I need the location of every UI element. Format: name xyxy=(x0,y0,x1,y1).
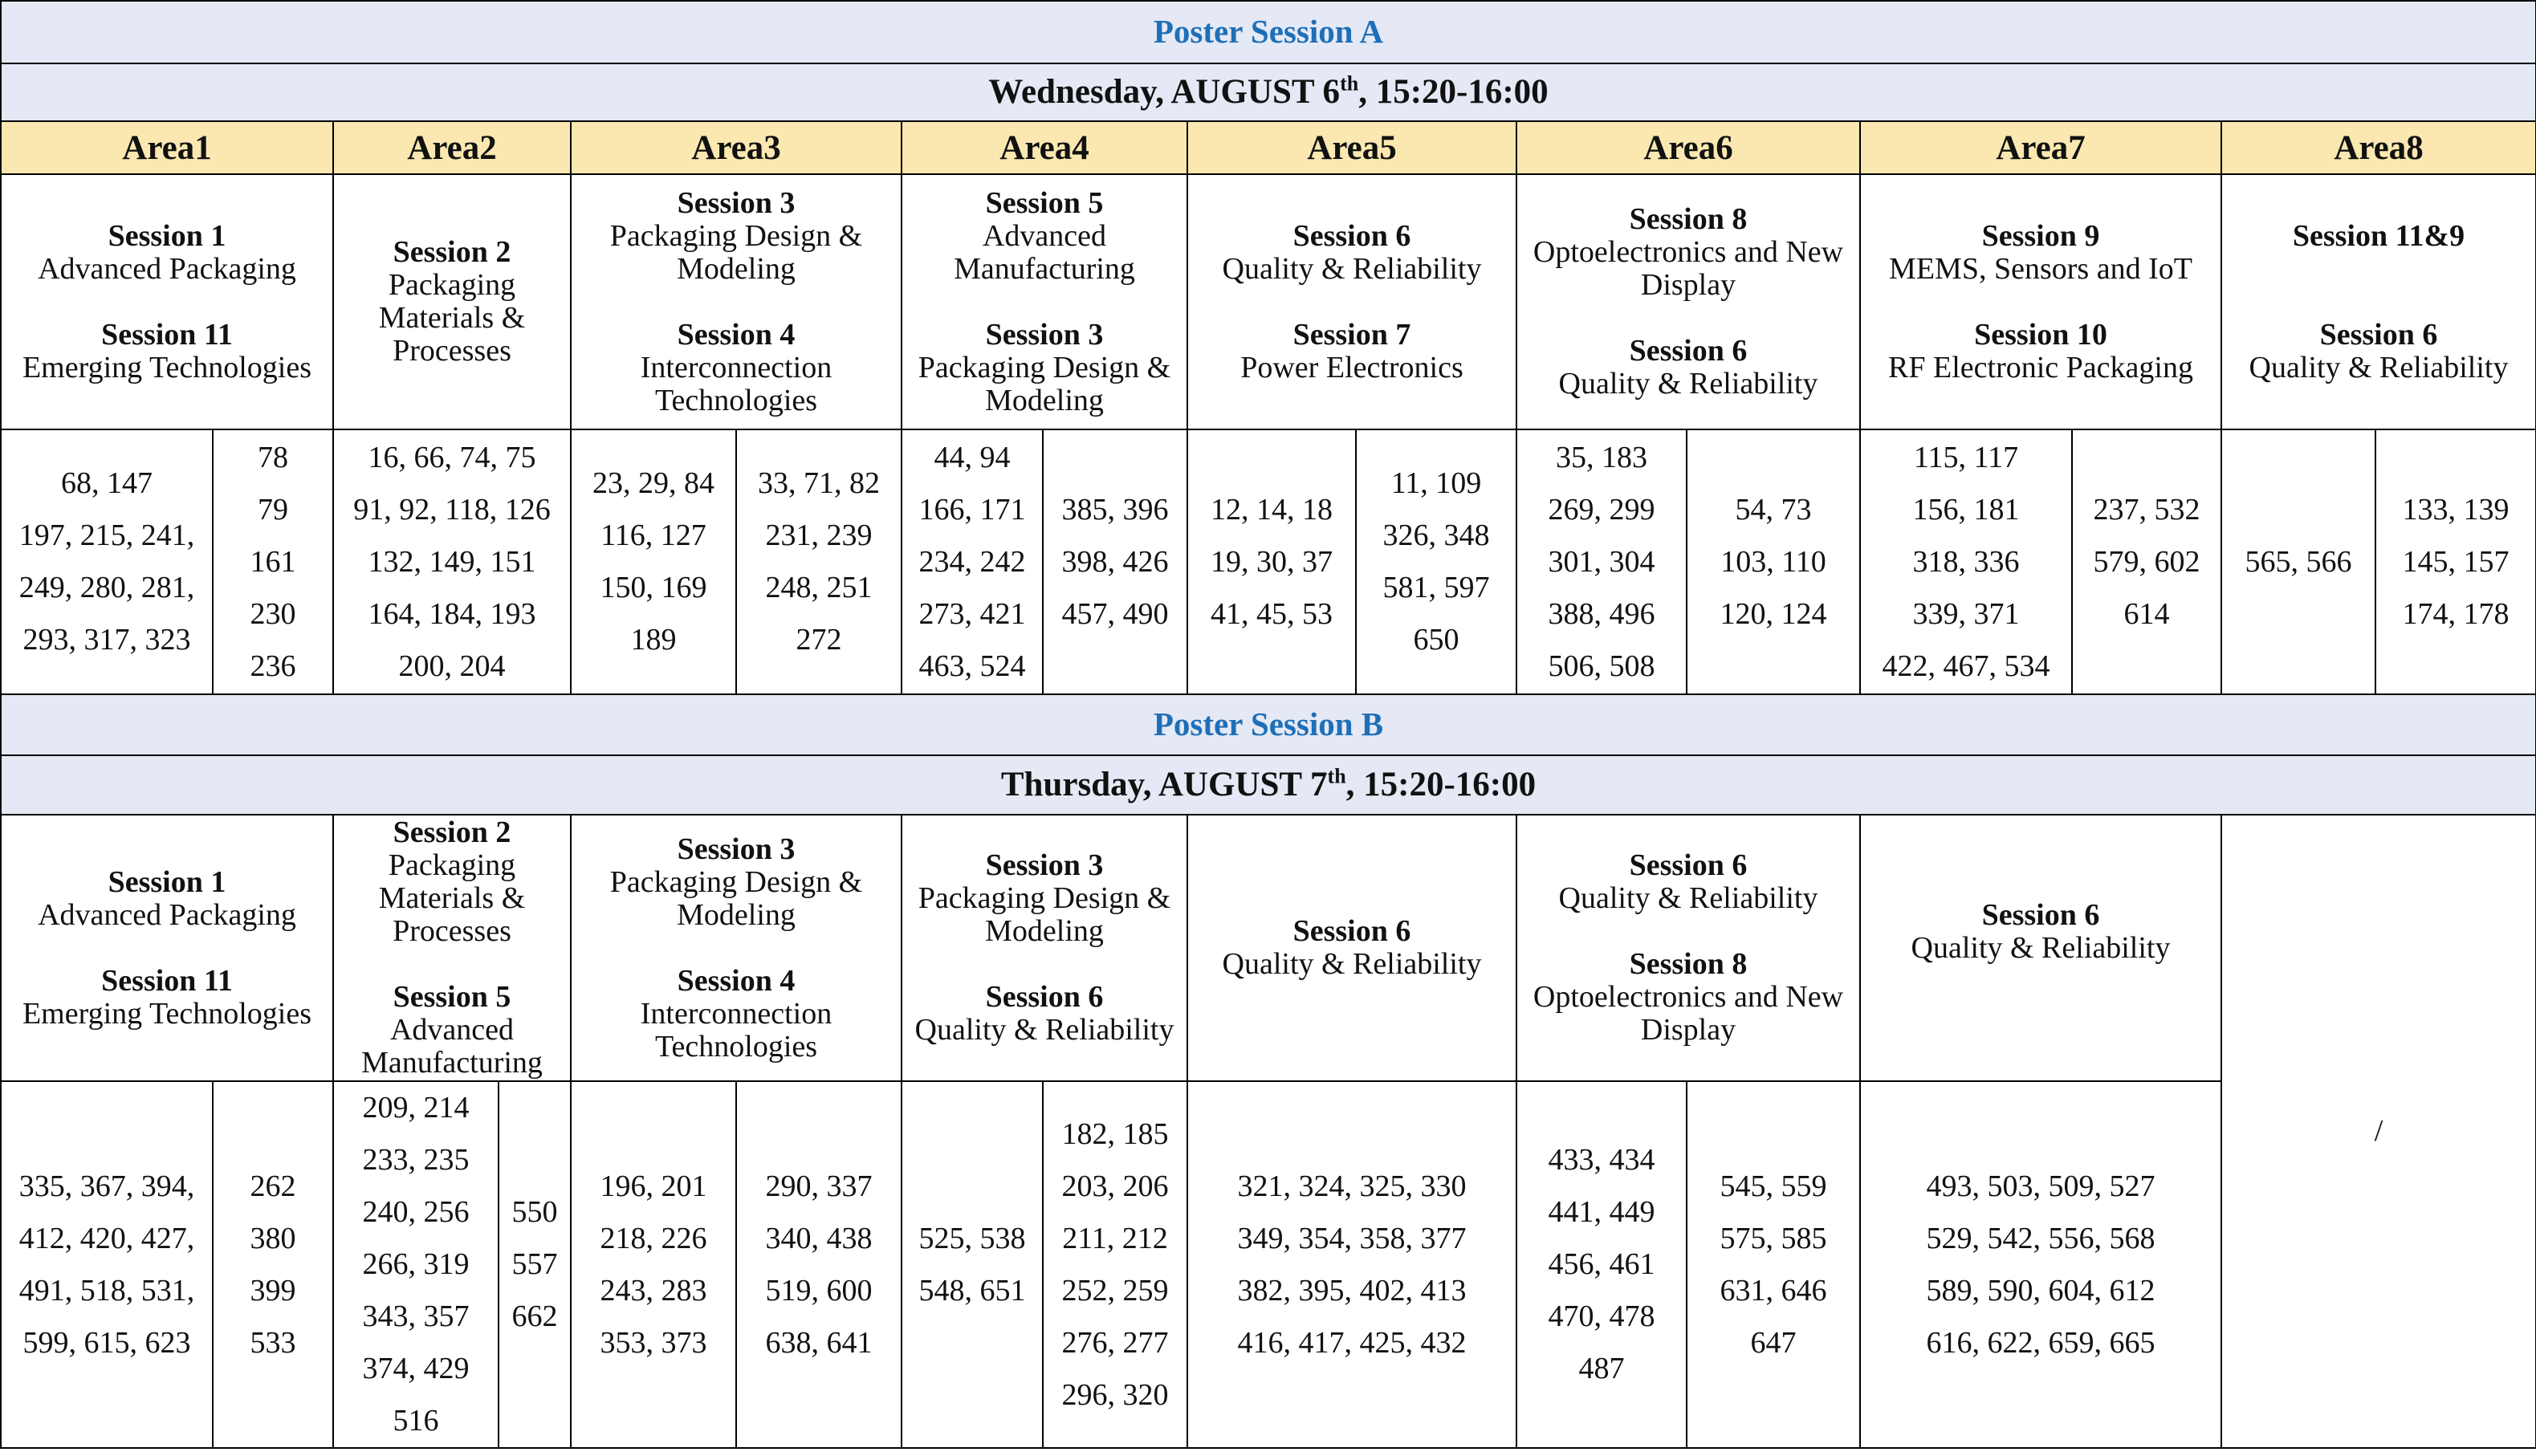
poster-number-line: 145, 157 xyxy=(2402,544,2510,579)
session-a-area2-topics: Session 2 Packaging Materials & Processes xyxy=(333,174,571,429)
poster-number-line: 318, 336 xyxy=(1912,544,2020,579)
poster-number-line: 321, 324, 325, 330 xyxy=(1237,1169,1467,1203)
session-b-area6-numbers-left xyxy=(1516,1081,1687,1448)
area-header-8: Area8 xyxy=(2221,121,2536,174)
session-b-area7-topics: Session 6 Quality & Reliability xyxy=(1860,815,2221,1081)
poster-number-line: 353, 373 xyxy=(600,1325,707,1360)
poster-number-line: 120, 124 xyxy=(1720,596,1827,631)
poster-number-line: 166, 171 xyxy=(918,492,1026,527)
poster-number-line: 237, 532 xyxy=(2093,492,2200,527)
poster-number-line: 78 xyxy=(258,440,288,474)
poster-number-line: 599, 615, 623 xyxy=(22,1325,191,1360)
session-a-area5-numbers-left xyxy=(1187,429,1356,694)
poster-number-line: 422, 467, 534 xyxy=(1882,649,2050,683)
session-b-area4-numbers-left xyxy=(902,1081,1043,1448)
session-b-area2-numbers-right xyxy=(499,1081,571,1448)
session-a-date: Wednesday, AUGUST 6th, 15:20-16:00 xyxy=(988,71,1549,111)
session-b-area4-topics: Session 3 Packaging Design & Modeling Session 6 Quality & Reliability xyxy=(902,815,1187,1081)
poster-number-line: 457, 490 xyxy=(1061,596,1169,631)
poster-number-line: 115, 117 xyxy=(1913,440,2019,474)
poster-number-line: 374, 429 xyxy=(362,1352,470,1385)
poster-number-line: 290, 337 xyxy=(765,1169,873,1203)
poster-number-line: 525, 538 xyxy=(918,1221,1026,1255)
poster-number-line: 79 xyxy=(258,492,288,527)
poster-number-line: 589, 590, 604, 612 xyxy=(1926,1273,2155,1308)
poster-number-line: 231, 239 xyxy=(765,519,873,552)
poster-number-line: 91, 92, 118, 126 xyxy=(353,492,551,527)
poster-number-line: 266, 319 xyxy=(362,1247,470,1281)
poster-number-line: 218, 226 xyxy=(600,1221,707,1255)
session-a-area1-topics: Session 1 Advanced Packaging Session 11 Emerging Technologies xyxy=(1,174,333,429)
poster-number-line: 463, 524 xyxy=(918,649,1026,683)
poster-number-line: 236 xyxy=(250,649,296,683)
poster-number-line: 103, 110 xyxy=(1720,544,1826,579)
poster-number-line: 326, 348 xyxy=(1382,519,1490,552)
poster-number-line: 575, 585 xyxy=(1720,1221,1827,1255)
session-b-area5-numbers xyxy=(1187,1081,1516,1448)
session-a-area3-numbers-left xyxy=(571,429,736,694)
area-header-2: Area2 xyxy=(333,121,571,174)
poster-number-line: 433, 434 xyxy=(1548,1143,1655,1177)
poster-number-line: 200, 204 xyxy=(398,649,506,683)
poster-number-line: 41, 45, 53 xyxy=(1211,596,1333,631)
poster-number-line: 116, 127 xyxy=(600,519,706,552)
poster-number-line: 19, 30, 37 xyxy=(1211,544,1333,579)
session-a-title-cell xyxy=(1,1,2536,63)
poster-number-line: 197, 215, 241, xyxy=(18,519,195,552)
session-b-date: Thursday, AUGUST 7th, 15:20-16:00 xyxy=(1000,764,1537,803)
poster-number-line: 211, 212 xyxy=(1062,1221,1168,1255)
poster-number-line: 529, 542, 556, 568 xyxy=(1926,1221,2155,1255)
poster-number-line: 33, 71, 82 xyxy=(758,466,880,500)
session-a-area1-numbers-left xyxy=(1,429,213,694)
poster-number-line: 491, 518, 531, xyxy=(18,1273,195,1308)
session-a-area4-numbers-left xyxy=(902,429,1043,694)
poster-number-line: 234, 242 xyxy=(918,544,1026,579)
session-a-date-cell xyxy=(1,63,2536,121)
poster-number-line: 579, 602 xyxy=(2093,544,2200,579)
poster-number-line: 412, 420, 427, xyxy=(18,1221,195,1255)
poster-number-line: 565, 566 xyxy=(2245,544,2352,579)
session-b-area4-numbers-right xyxy=(1043,1081,1187,1448)
poster-number-line: 209, 214 xyxy=(362,1091,470,1125)
poster-number-line: 388, 496 xyxy=(1548,596,1655,631)
poster-number-line: 164, 184, 193 xyxy=(368,596,536,631)
session-b-date-cell xyxy=(1,755,2536,815)
poster-number-line: 243, 283 xyxy=(600,1273,707,1308)
poster-number-line: 398, 426 xyxy=(1061,544,1169,579)
area-header-4: Area4 xyxy=(902,121,1187,174)
session-a-area8-numbers-left xyxy=(2221,429,2375,694)
poster-number-line: 487 xyxy=(1578,1352,1625,1385)
poster-number-line: 133, 139 xyxy=(2402,492,2510,527)
poster-number-line: 550 xyxy=(511,1195,558,1229)
poster-number-line: 252, 259 xyxy=(1061,1273,1169,1308)
area-header-6: Area6 xyxy=(1516,121,1860,174)
session-a-title: Poster Session A xyxy=(1153,12,1384,50)
poster-number-line: 631, 646 xyxy=(1720,1273,1827,1308)
session-b-area6-topics: Session 6 Quality & Reliability Session 8 Optoelectronics and New Display xyxy=(1516,815,1860,1081)
poster-number-line: 349, 354, 358, 377 xyxy=(1237,1221,1467,1255)
poster-number-line: 380 xyxy=(250,1221,296,1255)
poster-number-line: 296, 320 xyxy=(1061,1377,1169,1412)
poster-number-line: 174, 178 xyxy=(2402,596,2510,631)
session-a-area6-numbers-left xyxy=(1516,429,1687,694)
poster-number-line: 548, 651 xyxy=(918,1273,1026,1308)
session-a-area8-topics: Session 11&9 Session 6 Quality & Reliability xyxy=(2221,174,2536,429)
session-a-area8-numbers-right xyxy=(2375,429,2536,694)
session-a-area4-numbers-right xyxy=(1043,429,1187,694)
poster-number-line: 519, 600 xyxy=(765,1273,873,1308)
poster-number-line: 343, 357 xyxy=(362,1299,470,1333)
poster-number-line: 293, 317, 323 xyxy=(22,623,191,657)
poster-number-line: 340, 438 xyxy=(765,1221,873,1255)
poster-number-line: 301, 304 xyxy=(1548,544,1655,579)
poster-number-line: 230 xyxy=(250,596,296,631)
session-a-area4-topics: Session 5 Advanced Manufacturing Session 3 Packaging Design & Modeling xyxy=(902,174,1187,429)
session-b-area7-numbers xyxy=(1860,1081,2221,1448)
session-a-area2-numbers xyxy=(333,429,571,694)
poster-number-line: 272 xyxy=(796,623,842,657)
session-a-area3-numbers-right xyxy=(736,429,902,694)
poster-number-line: 189 xyxy=(630,623,677,657)
session-b-area8-empty: / xyxy=(2221,815,2536,1448)
session-b-title: Poster Session B xyxy=(1153,705,1384,742)
poster-number-line: 182, 185 xyxy=(1061,1116,1169,1151)
poster-number-line: 493, 503, 509, 527 xyxy=(1926,1169,2155,1203)
session-b-area3-numbers-left xyxy=(571,1081,736,1448)
session-b-area3-numbers-right xyxy=(736,1081,902,1448)
poster-number-line: 156, 181 xyxy=(1912,492,2020,527)
session-a-area7-numbers-right xyxy=(2072,429,2221,694)
area-header-1: Area1 xyxy=(1,121,333,174)
poster-number-line: 196, 201 xyxy=(600,1169,707,1203)
poster-number-line: 662 xyxy=(511,1299,558,1333)
poster-number-line: 233, 235 xyxy=(362,1143,470,1177)
poster-number-line: 11, 109 xyxy=(1390,466,1482,500)
poster-number-line: 12, 14, 18 xyxy=(1211,492,1333,527)
poster-number-line: 262 xyxy=(250,1169,296,1203)
poster-number-line: 441, 449 xyxy=(1548,1195,1655,1229)
session-a-area5-topics: Session 6 Quality & Reliability Session 7 Power Electronics xyxy=(1187,174,1516,429)
session-a-area5-numbers-right xyxy=(1356,429,1516,694)
poster-number-line: 647 xyxy=(1750,1325,1797,1360)
poster-number-line: 382, 395, 402, 413 xyxy=(1237,1273,1467,1308)
area-header-3: Area3 xyxy=(571,121,902,174)
poster-number-line: 240, 256 xyxy=(362,1195,470,1229)
area-header-7: Area7 xyxy=(1860,121,2221,174)
session-a-area6-numbers-right xyxy=(1687,429,1860,694)
session-b-area1-topics: Session 1 Advanced Packaging Session 11 Emerging Technologies xyxy=(1,815,333,1081)
poster-number-line: 269, 299 xyxy=(1548,492,1655,527)
poster-number-line: 385, 396 xyxy=(1061,492,1169,527)
poster-number-line: 150, 169 xyxy=(600,571,707,604)
poster-number-line: 54, 73 xyxy=(1735,492,1812,527)
area-header-5: Area5 xyxy=(1187,121,1516,174)
session-b-area3-topics: Session 3 Packaging Design & Modeling Session 4 Interconnection Technologies xyxy=(571,815,902,1081)
poster-number-line: 581, 597 xyxy=(1382,571,1490,604)
poster-number-line: 35, 183 xyxy=(1556,440,1647,474)
poster-number-line: 557 xyxy=(511,1247,558,1281)
session-b-area5-topics: Session 6 Quality & Reliability xyxy=(1187,815,1516,1081)
session-a-area1-numbers-right xyxy=(213,429,333,694)
poster-number-line: 339, 371 xyxy=(1912,596,2020,631)
poster-number-line: 638, 641 xyxy=(765,1325,873,1360)
poster-number-line: 616, 622, 659, 665 xyxy=(1926,1325,2155,1360)
poster-number-line: 161 xyxy=(250,544,296,579)
session-a-area6-topics: Session 8 Optoelectronics and New Display Session 6 Quality & Reliability xyxy=(1516,174,1860,429)
poster-number-line: 276, 277 xyxy=(1061,1325,1169,1360)
session-a-area7-numbers-left xyxy=(1860,429,2072,694)
poster-number-line: 132, 149, 151 xyxy=(368,544,536,579)
poster-number-line: 533 xyxy=(250,1325,296,1360)
poster-number-line: 44, 94 xyxy=(934,440,1011,474)
session-b-area1-numbers-right xyxy=(213,1081,333,1448)
poster-number-line: 335, 367, 394, xyxy=(18,1169,195,1203)
poster-number-line: 516 xyxy=(393,1404,439,1438)
poster-number-line: 470, 478 xyxy=(1548,1299,1655,1333)
session-b-area2-numbers-left xyxy=(333,1081,499,1448)
poster-number-line: 68, 147 xyxy=(61,466,153,500)
poster-number-line: 203, 206 xyxy=(1061,1169,1169,1203)
session-b-area1-numbers-left xyxy=(1,1081,213,1448)
poster-number-line: 456, 461 xyxy=(1548,1247,1655,1281)
poster-number-line: 416, 417, 425, 432 xyxy=(1237,1325,1467,1360)
session-a-area7-topics: Session 9 MEMS, Sensors and IoT Session 10 RF Electronic Packaging xyxy=(1860,174,2221,429)
poster-number-line: 248, 251 xyxy=(765,571,873,604)
poster-number-line: 23, 29, 84 xyxy=(592,466,714,500)
poster-number-line: 399 xyxy=(250,1273,296,1308)
session-b-area6-numbers-right xyxy=(1687,1081,1860,1448)
poster-number-line: 506, 508 xyxy=(1548,649,1655,683)
poster-number-line: 614 xyxy=(2123,596,2170,631)
poster-number-line: 650 xyxy=(1413,623,1459,657)
session-b-title-cell xyxy=(1,694,2536,755)
session-b-area2-topics: Session 2 Packaging Materials & Processes Session 5 Advanced Manufacturing xyxy=(333,815,571,1081)
session-a-area3-topics: Session 3 Packaging Design & Modeling Session 4 Interconnection Technologies xyxy=(571,174,902,429)
poster-number-line: 545, 559 xyxy=(1720,1169,1827,1203)
poster-number-line: 16, 66, 74, 75 xyxy=(368,440,536,474)
poster-number-line: 249, 280, 281, xyxy=(18,571,195,604)
poster-number-line: 273, 421 xyxy=(918,596,1026,631)
